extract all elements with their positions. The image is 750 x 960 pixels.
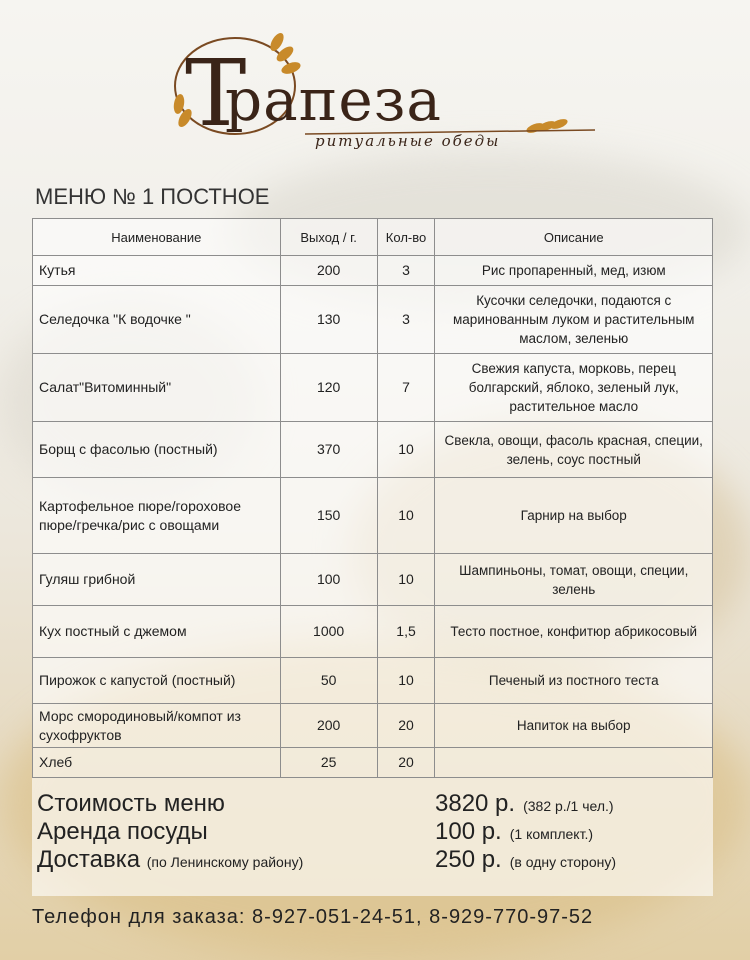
dish-weight: 130: [280, 286, 377, 354]
table-header-row: [33, 219, 713, 256]
dish-description: Тесто постное, конфитюр абрикосовый: [435, 606, 713, 658]
table-row: [33, 286, 713, 354]
logo-subtitle: ритуальные обеды: [315, 132, 501, 150]
dish-weight: 150: [280, 478, 377, 554]
dish-description: Кусочки селедочки, подаются с маринованным луком и растительным маслом, зеленью: [435, 286, 713, 354]
delivery-cost-price: 250 р.: [435, 846, 502, 873]
phone-numbers[interactable]: 8-927-051-24-51, 8-929-770-97-52: [252, 906, 594, 928]
logo-word: рапеза: [225, 66, 442, 134]
dish-qty: 10: [377, 554, 435, 606]
dish-name: Пирожок с капустой (постный): [33, 658, 281, 704]
dish-name: Кух постный с джемом: [33, 606, 281, 658]
delivery-area-note: (по Ленинскому району): [146, 854, 304, 870]
dish-name: Салат"Витоминный": [33, 354, 281, 422]
dish-qty: 7: [377, 354, 435, 422]
dish-name: Селедочка "К водочке ": [33, 286, 281, 354]
dish-name: Гуляш грибной: [33, 554, 281, 606]
dish-qty: 20: [377, 748, 435, 778]
dish-description: Свежия капуста, морковь, перец болгарский, яблоко, зеленый лук, растительное масло: [435, 354, 713, 422]
table-row: [33, 554, 713, 606]
dish-qty: 10: [377, 478, 435, 554]
dishes-cost-price: 100 р.: [435, 818, 502, 845]
dish-weight: 1000: [280, 606, 377, 658]
header-qty: Кол-во: [377, 219, 435, 256]
dishes-cost-note: (1 комплект.): [509, 826, 593, 842]
header-weight: Выход / г.: [280, 219, 377, 256]
dish-weight: 50: [280, 658, 377, 704]
menu-cost-note: (382 р./1 чел.): [523, 798, 614, 814]
dish-weight: 370: [280, 422, 377, 478]
dish-weight: 120: [280, 354, 377, 422]
table-row: [33, 354, 713, 422]
header-name: Наименование: [33, 219, 281, 256]
dish-description: Гарнир на выбор: [435, 478, 713, 554]
table-row: [33, 422, 713, 478]
dish-weight: 200: [280, 704, 377, 748]
menu-cost-label: Стоимость меню: [37, 790, 225, 817]
dish-weight: 25: [280, 748, 377, 778]
dish-weight: 200: [280, 256, 377, 286]
menu-cost-price-group: [435, 790, 614, 818]
dish-name: Морс смородиновый/компот из сухофруктов: [33, 704, 281, 748]
logo: [165, 22, 605, 162]
dishes-cost-price-group: [435, 818, 593, 846]
table-row: [33, 478, 713, 554]
phone-label: Телефон для заказа:: [32, 906, 246, 928]
dish-description: Рис пропаренный, мед, изюм: [435, 256, 713, 286]
table-row: [33, 748, 713, 778]
dish-qty: 3: [377, 286, 435, 354]
dish-name: Борщ с фасолью (постный): [33, 422, 281, 478]
menu-title: МЕНЮ № 1 ПОСТНОЕ: [35, 184, 270, 209]
costs-panel: [32, 778, 713, 896]
dish-qty: 1,5: [377, 606, 435, 658]
dish-qty: 20: [377, 704, 435, 748]
table-row: [33, 256, 713, 286]
dish-name: Хлеб: [33, 748, 281, 778]
dish-description: Напиток на выбор: [435, 704, 713, 748]
dish-description: Свекла, овощи, фасоль красная, специи, зелень, соус постный: [435, 422, 713, 478]
dish-name: Кутья: [33, 256, 281, 286]
table-row: [33, 606, 713, 658]
menu-table: [32, 218, 713, 778]
dish-name: Картофельное пюре/гороховое пюре/гречка/рис с овощами: [33, 478, 281, 554]
dish-qty: 10: [377, 422, 435, 478]
dishes-cost-label: Аренда посуды: [37, 818, 208, 845]
table-row: [33, 658, 713, 704]
delivery-cost-note: (в одну сторону): [509, 854, 616, 870]
dish-description: Шампиньоны, томат, овощи, специи, зелень: [435, 554, 713, 606]
dish-qty: 10: [377, 658, 435, 704]
dish-qty: 3: [377, 256, 435, 286]
dish-description: [435, 748, 713, 778]
header-description: Описание: [435, 219, 713, 256]
table-row: [33, 704, 713, 748]
delivery-cost-label: Доставка: [37, 846, 141, 873]
order-phone: [32, 906, 593, 929]
dish-description: Печеный из постного теста: [435, 658, 713, 704]
logo-initial: Т: [185, 40, 247, 147]
delivery-cost-label-group: [37, 846, 303, 874]
delivery-cost-price-group: [435, 846, 616, 874]
dish-weight: 100: [280, 554, 377, 606]
menu-cost-price: 3820 р.: [435, 790, 516, 817]
